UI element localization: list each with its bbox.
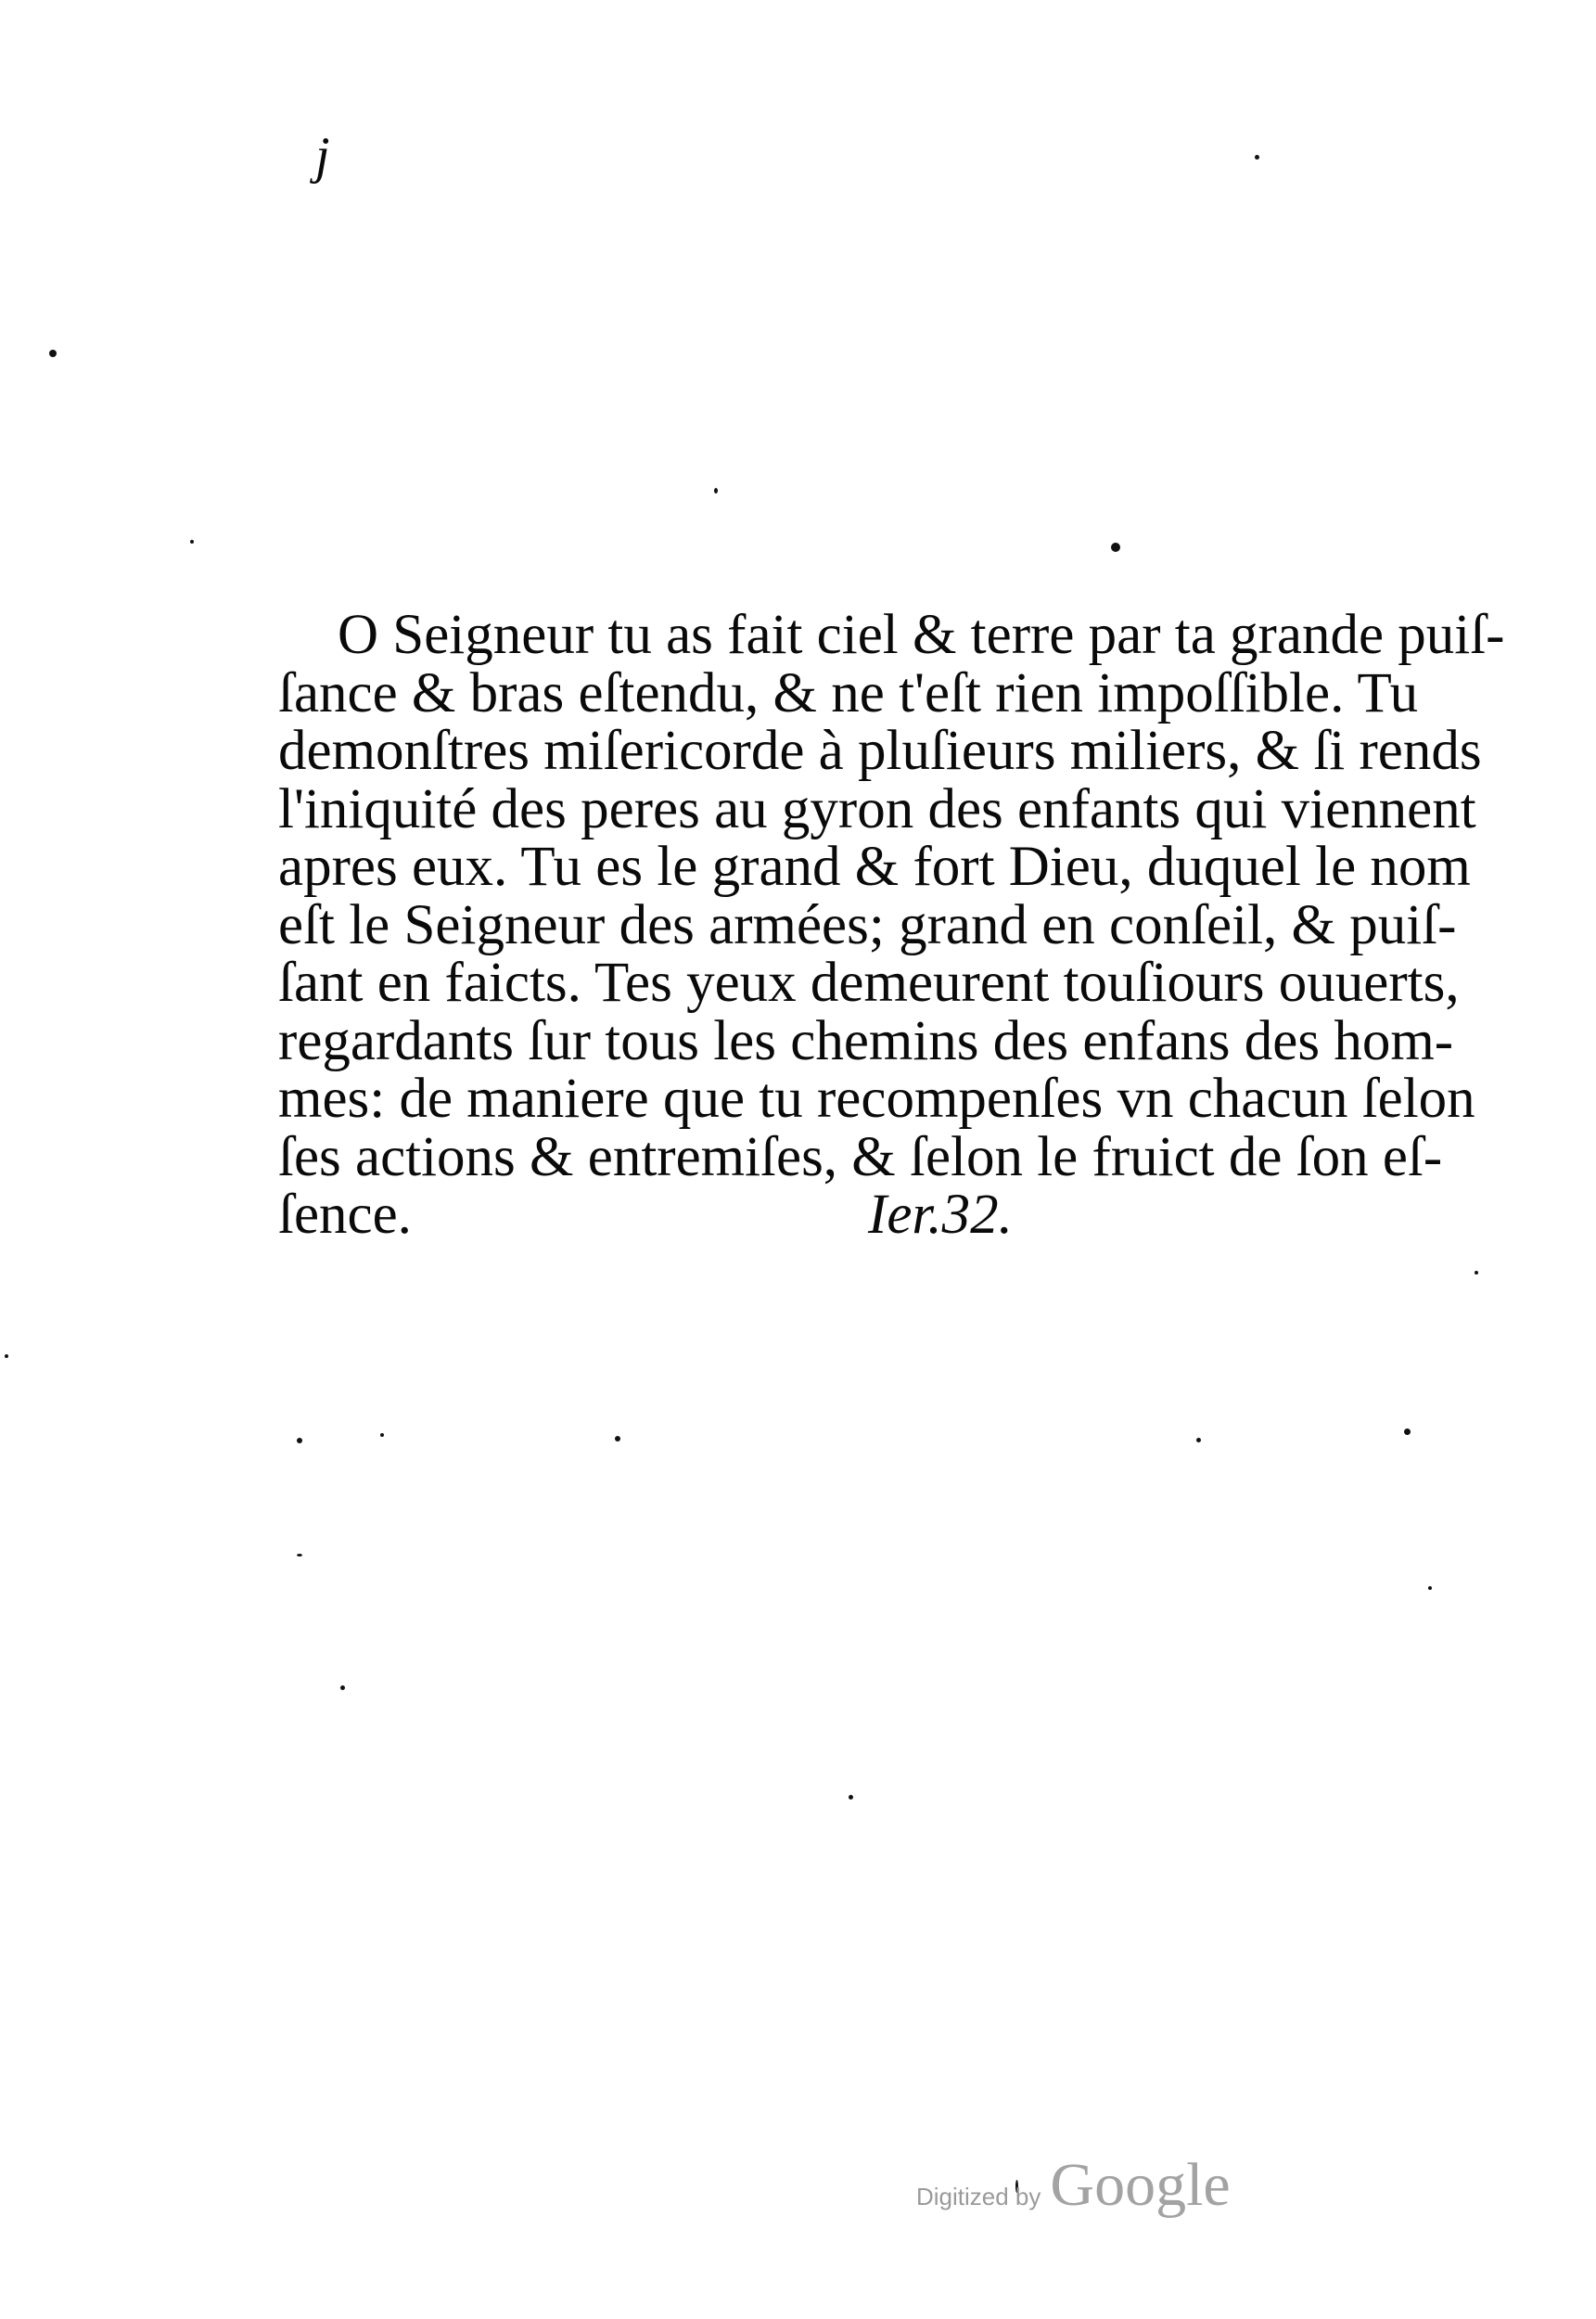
paragraph-last-line [278,1186,1512,1245]
paragraph-line: apres eux. Tu es le grand & fort Dieu, duquel le nom [278,836,1471,898]
speck [1196,1438,1201,1442]
last-line-text: ſence. [278,1184,412,1246]
speck [1255,155,1259,160]
speck [190,540,194,544]
speck [1111,543,1120,552]
paragraph-line: ſes actions & entremiſes, & ſelon le fruict de ſon eſ- [278,1125,1443,1188]
scripture-reference: Ier.32. [868,1184,1013,1246]
speck [849,1795,853,1800]
paragraph-line: O Seigneur tu as fait ciel & terre par ta grande puiſ- [338,604,1505,666]
paragraph-line: ſant en faicts. Tes yeux demeurent touſiours ouuerts, [278,952,1460,1014]
speck [714,488,718,493]
digitized-watermark [916,2150,1231,2219]
paragraph-line: demonſtres miſericorde à pluſieurs miliers, & ſi rends [278,720,1482,782]
speck [340,1685,345,1690]
speck [1428,1586,1432,1590]
speck [49,350,57,357]
paragraph-line: l'iniquité des peres au gyron des enfants qui viennent [278,777,1476,840]
speck [297,1438,302,1443]
speck [5,1354,8,1358]
paragraph-line: mes: de maniere que tu recompenſes vn chacun ſelon [278,1068,1475,1130]
paragraph-line: regardants ſur tous les chemins des enfans des hom- [278,1009,1454,1072]
paragraph-line: eſt le Seigneur des armées; grand en conſeil, & puiſ- [278,893,1457,956]
speck [615,1436,620,1441]
speck [380,1433,384,1437]
speck [1475,1271,1478,1275]
speck [297,1554,302,1557]
paragraph [278,604,1512,1246]
corner-mark: j [315,127,330,185]
google-logo: Google [1050,2151,1231,2219]
digitized-by-label: Digitized by [916,2183,1041,2210]
speck [1404,1429,1411,1435]
paragraph-line: ſance & bras eſtendu, & ne t'eſt rien impoſſible. Tu [278,661,1419,724]
